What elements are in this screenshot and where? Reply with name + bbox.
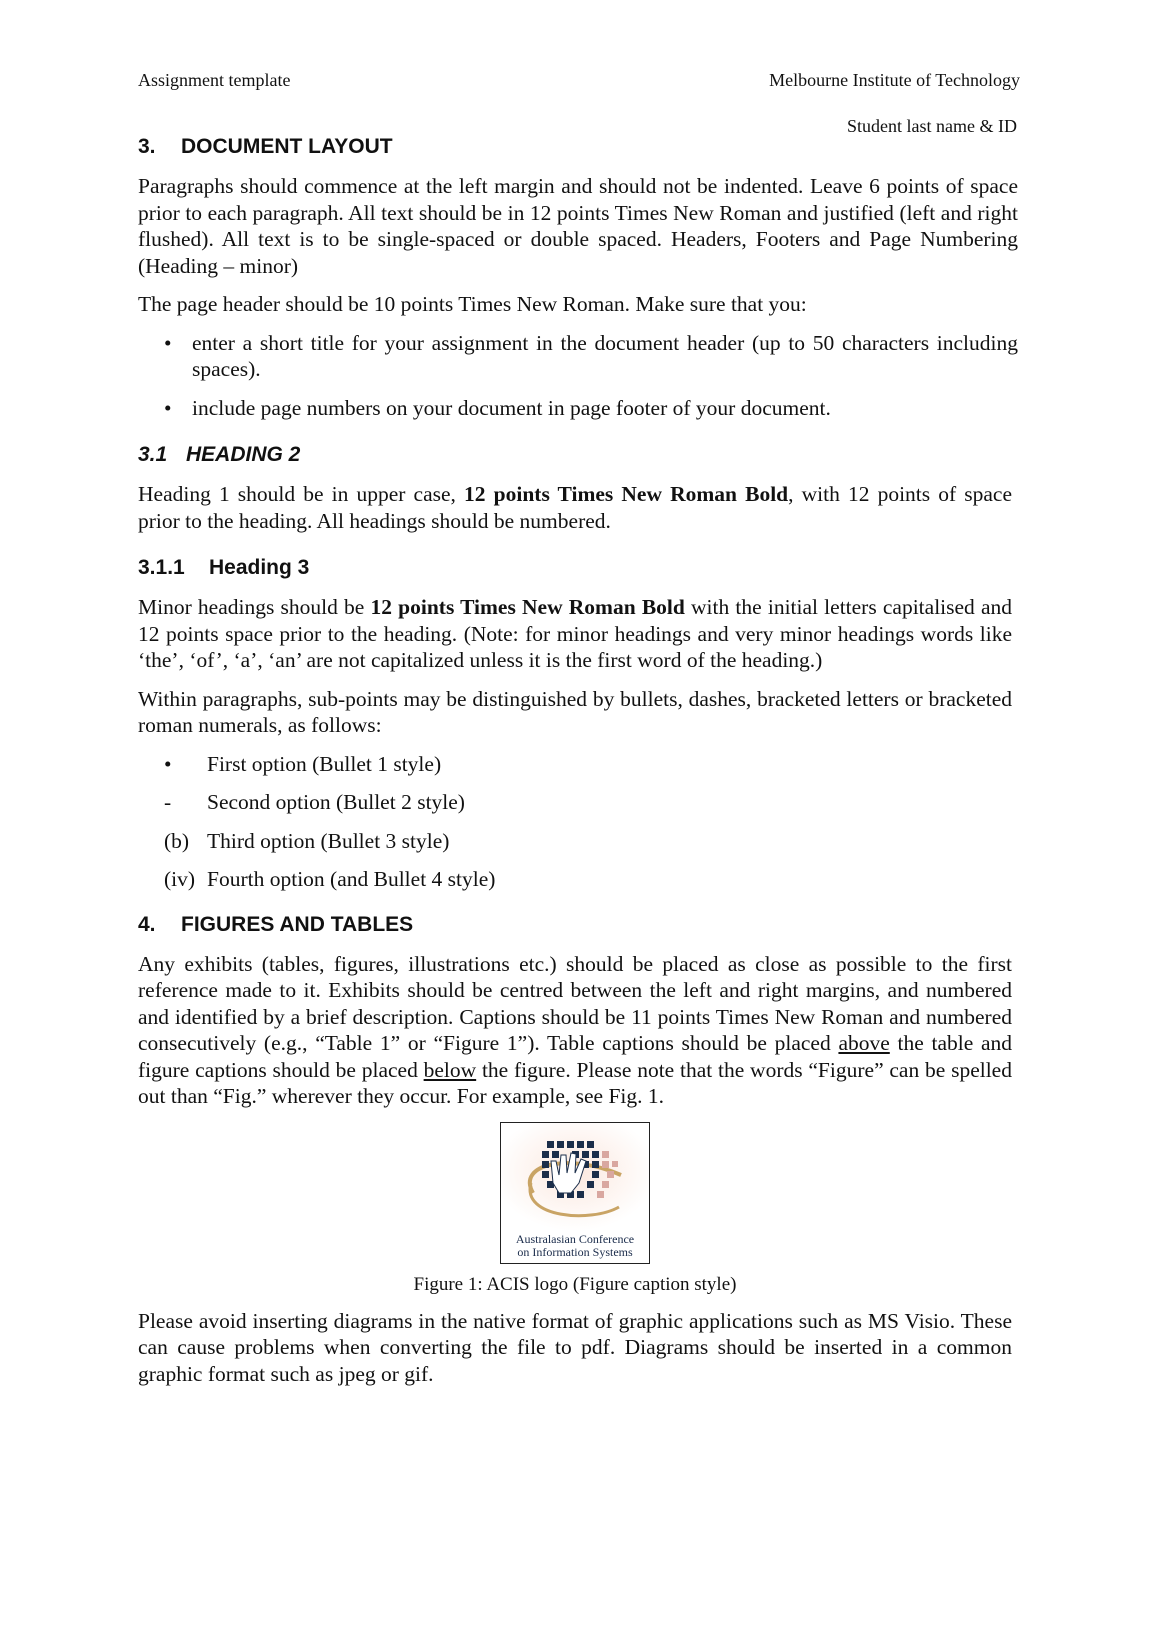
figure-caption: Figure 1: ACIS logo (Figure caption style) (413, 1273, 737, 1295)
heading-title: DOCUMENT LAYOUT (181, 135, 393, 158)
figure-container (138, 1122, 1012, 1264)
heading-title: Heading 3 (209, 556, 310, 579)
paragraph-heading-1-rules: Heading 1 should be in upper case, 12 points Times New Roman Bold, with 12 points of space prior to the heading. All headings should be numbered. (138, 482, 1013, 533)
heading-title: FIGURES AND TABLES (181, 912, 414, 936)
list-item: (b) Third option (Bullet 3 style) (164, 828, 450, 853)
paragraph-diagrams: Please avoid inserting diagrams in the native format of graphic applications such as MS Visio. These can cause problems when converting the file to pdf. Diagrams should be inserted in a common graphic format such as jpeg or gif. (138, 1308, 1012, 1386)
acis-logo-icon (501, 1123, 649, 1231)
header-student-id: Student last name & ID (847, 116, 1017, 136)
heading-number: 4. (138, 912, 156, 936)
heading-number: 3.1 (138, 443, 168, 466)
bullet-icon: • (164, 330, 172, 355)
paragraph-sub-points: Within paragraphs, sub-points may be distinguished by bullets, dashes, bracketed letters or bracketed roman numerals, as follows: (138, 686, 1012, 737)
heading-title: HEADING 2 (186, 443, 301, 466)
dash-marker: - (164, 790, 172, 814)
logo-text-line1: Australasian Conference (515, 1231, 635, 1246)
heading-number: 3. (138, 135, 156, 158)
list-item: • First option (Bullet 1 style) (164, 751, 442, 776)
heading-section-3-1 (138, 443, 1018, 467)
letter-marker: (b) (164, 828, 190, 853)
list-item: - Second option (Bullet 2 style) (164, 790, 465, 814)
bullet-list (138, 330, 1018, 422)
document-body (138, 135, 1018, 1399)
heading-section-4 (138, 913, 1018, 937)
list-item: • enter a short title for your assignment in the document header (up to 50 characters including spaces). (164, 330, 1018, 381)
paragraph-exhibits: Any exhibits (tables, figures, illustrations etc.) should be placed as close as possible to the first reference made to it. Exhibits should be centred between the left and right margins, and numbered and identified by a brief description. Captions should be 11 points Times New Roman and numbered consecutively (e.g., “Table 1” or “Figure 1”). Table captions should be placed above the table and figure captions should be placed below the figure. Please note that the words “Figure” can be spelled out than “Fig.” wherever they occur. For example, see Fig. 1. (138, 951, 1013, 1108)
acis-logo-figure (500, 1122, 650, 1264)
paragraph-minor-headings: Minor headings should be 12 points Times New Roman Bold with the initial letters capitalised and 12 points space prior to the heading. (Note: for minor headings and very minor headings words like ‘the’, ‘of’, ‘a’, ‘an’ are not capitalized unless it is the first word of the heading.) (138, 595, 1013, 672)
list-item: (iv) Fourth option (and Bullet 4 style) (164, 867, 496, 891)
bullet-marker: • (164, 751, 172, 776)
header-left-title: Assignment template (138, 70, 291, 90)
heading-section-3-1-1 (138, 556, 1018, 580)
roman-marker: (iv) (164, 867, 196, 891)
paragraph-layout-intro: Paragraphs should commence at the left margin and should not be indented. Leave 6 points of space prior to each paragraph. All text should be in 12 points Times New Roman and justified (left and right flushed). All text is to be single-spaced or double spaced. Headers, Footers and Page Numbering (Heading – minor) (138, 174, 1018, 278)
bullet-icon: • (164, 395, 172, 420)
options-list (138, 751, 1018, 893)
heading-section-3 (138, 135, 1018, 159)
paragraph-page-header: The page header should be 10 points Times New Roman. Make sure that you: (138, 292, 807, 316)
logo-text-line2: on Information Systems (517, 1244, 633, 1259)
header-right-institution: Melbourne Institute of Technology (769, 70, 1020, 90)
list-item: • include page numbers on your document in page footer of your document. (164, 395, 831, 420)
heading-number: 3.1.1 (138, 556, 185, 579)
